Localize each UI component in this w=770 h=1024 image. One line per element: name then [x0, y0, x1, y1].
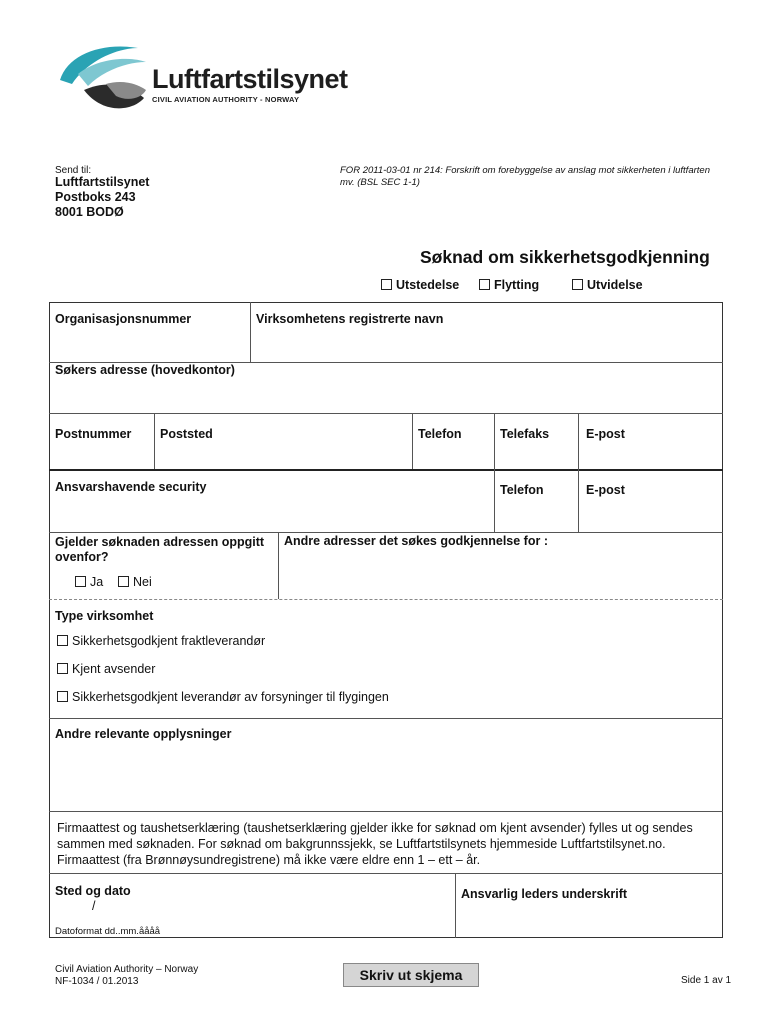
checkbox[interactable]	[57, 663, 68, 674]
telefaks-field[interactable]: Telefaks	[500, 427, 550, 441]
date-format-hint: Datoformat dd..mm.åååå	[55, 926, 161, 937]
epost-field[interactable]: E-post	[586, 427, 625, 441]
divider	[154, 413, 155, 469]
option-flytting[interactable]	[479, 278, 539, 292]
send-to-label: Send til:	[55, 165, 92, 176]
security-telefon-field[interactable]: Telefon	[500, 483, 544, 497]
option-label: Nei	[133, 575, 152, 589]
divider	[49, 413, 723, 414]
divider	[49, 599, 723, 600]
address-line: Luftfartstilsynet	[55, 175, 150, 189]
postnummer-field[interactable]: Postnummer	[55, 427, 132, 441]
divider	[49, 873, 723, 874]
option-label: Sikkerhetsgodkjent fraktleverandør	[72, 634, 266, 648]
divider	[455, 873, 456, 938]
option-utstedelse[interactable]	[381, 278, 459, 292]
option-utvidelse[interactable]	[572, 278, 643, 292]
checkbox[interactable]	[479, 279, 490, 290]
other-addresses-field[interactable]: Andre adresser det søkes godkjennelse for :	[284, 534, 548, 548]
logo-subtitle: CIVIL AVIATION AUTHORITY - NORWAY	[152, 95, 300, 104]
option-ja[interactable]	[75, 575, 103, 590]
recipient-address	[55, 175, 149, 220]
logo-name: Luftfartstilsynet	[152, 64, 348, 94]
telefon-field[interactable]: Telefon	[418, 427, 462, 441]
checkbox[interactable]	[381, 279, 392, 290]
footer-org	[55, 964, 198, 988]
business-option-fraktleverandor[interactable]	[57, 634, 265, 649]
option-label: Ja	[90, 575, 104, 589]
business-option-kjent-avsender[interactable]	[57, 662, 155, 677]
footer-form-id: NF-1034 / 01.2013	[55, 976, 139, 987]
org-number-field[interactable]: Organisasjonsnummer	[55, 312, 192, 326]
notice-text: Firmaattest og taushetserklæring (taushetserklæring gjelder ikke for søknad om kjent avsender) fylles ut og sendes sammen med søknaden. For søknad om bakgrunnssjekk, se Luftfartstilsynets hjemmeside Luftfartstilsynet.no. Firmaattest (fra Brønnøysundregistrene) må ikke være eldre enn 1 – ett – år.	[57, 821, 693, 867]
page-number: Side 1 av 1	[681, 975, 732, 986]
divider	[578, 413, 579, 532]
option-label: Utvidelse	[587, 278, 643, 292]
date-separator: /	[92, 899, 96, 913]
applies-address-question: Gjelder søknaden adressen oppgitt ovenfor?	[55, 535, 265, 564]
form-title: Søknad om sikkerhetsgodkjenning	[420, 247, 710, 267]
poststed-field[interactable]: Poststed	[160, 427, 213, 441]
checkbox[interactable]	[57, 691, 68, 702]
address-line: Postboks 243	[55, 190, 136, 204]
place-date-field[interactable]: Sted og dato	[55, 884, 131, 898]
business-option-forsyninger[interactable]	[57, 690, 389, 705]
registered-name-field[interactable]: Virksomhetens registrerte navn	[256, 312, 444, 326]
security-epost-field[interactable]: E-post	[586, 483, 625, 497]
checkbox[interactable]	[57, 635, 68, 646]
option-label: Utstedelse	[396, 278, 460, 292]
option-label: Flytting	[494, 278, 540, 292]
applicant-address-field[interactable]: Søkers adresse (hovedkontor)	[55, 363, 235, 377]
option-label: Kjent avsender	[72, 662, 156, 676]
divider	[49, 469, 723, 471]
checkbox[interactable]	[75, 576, 86, 587]
divider	[49, 718, 723, 719]
divider	[250, 302, 251, 362]
option-label: Sikkerhetsgodkjent leverandør av forsyninger til flygingen	[72, 690, 389, 704]
divider	[494, 413, 495, 532]
regulation-reference: FOR 2011-03-01 nr 214: Forskrift om forebyggelse av anslag mot sikkerheten i luftfarten mv. (BSL SEC 1-1)	[340, 165, 710, 188]
address-line: 8001 BODØ	[55, 205, 124, 219]
print-form-button[interactable]: Skriv ut skjema	[343, 963, 479, 987]
divider	[49, 811, 723, 812]
checkbox[interactable]	[118, 576, 129, 587]
divider	[412, 413, 413, 469]
option-nei[interactable]	[118, 575, 152, 590]
divider	[278, 532, 279, 599]
checkbox[interactable]	[572, 279, 583, 290]
other-info-field[interactable]: Andre relevante opplysninger	[55, 727, 232, 741]
divider	[49, 532, 723, 533]
business-type-heading: Type virksomhet	[55, 609, 154, 623]
signature-field[interactable]: Ansvarlig leders underskrift	[461, 887, 628, 901]
security-responsible-field[interactable]: Ansvarshavende security	[55, 480, 207, 494]
footer-org-name: Civil Aviation Authority – Norway	[55, 964, 199, 975]
